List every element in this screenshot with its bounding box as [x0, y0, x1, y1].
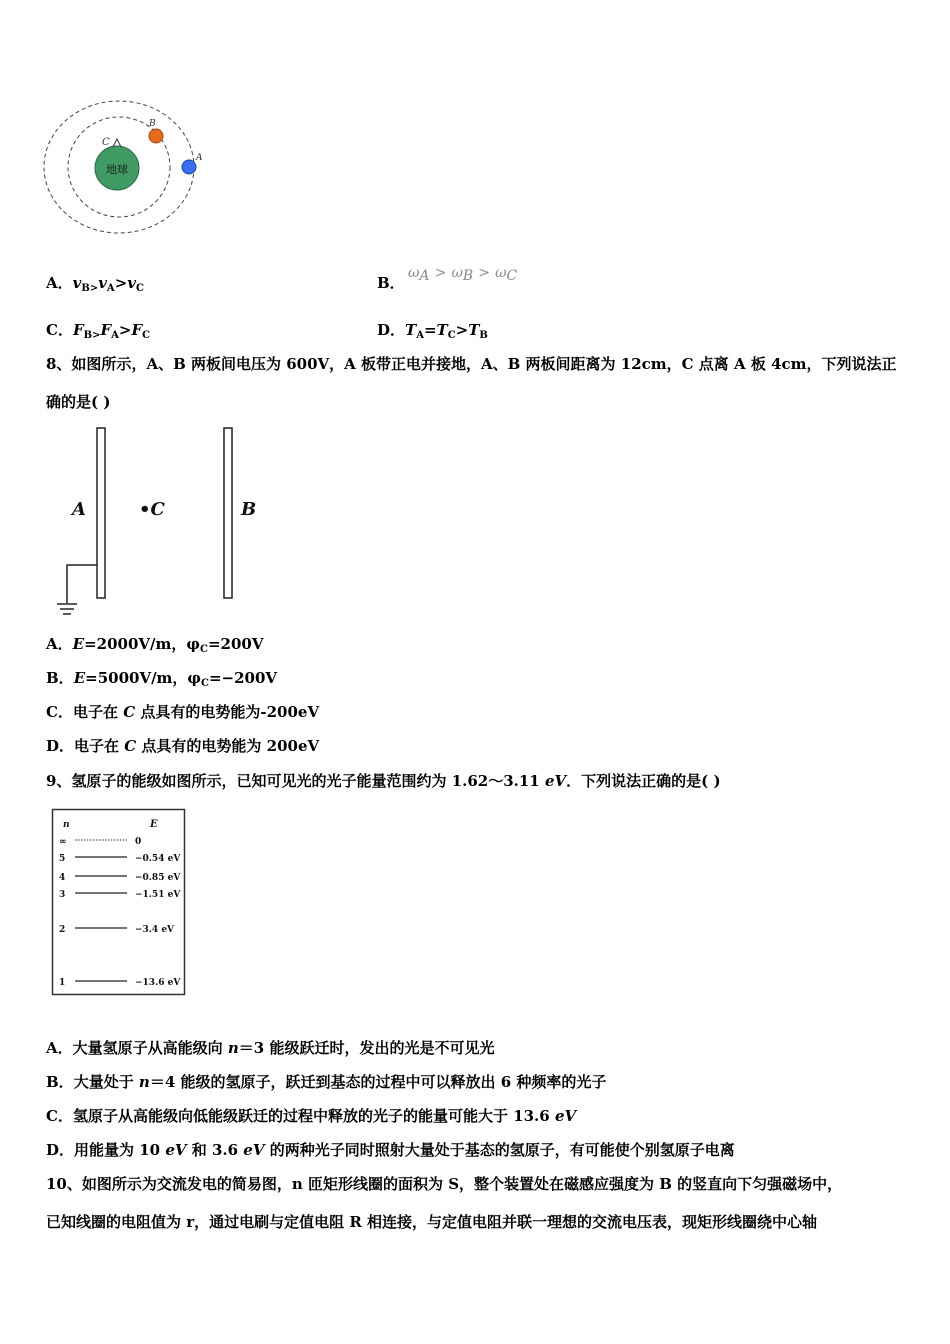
q7-option-c[interactable]: C．$F_{B>}F_A>F_C$ — [46, 321, 151, 341]
level-e: −0.54 eV — [135, 854, 181, 864]
q8-option-c[interactable]: C．电子在 C 点具有的电势能为-200eV — [46, 703, 320, 721]
q9-stem: 9、氢原子的能级如图所示，已知可见光的光子能量范围约为 1.62～3.11 eV．下列说法正确的是( ) — [46, 772, 721, 790]
level-e: −1.51 eV — [135, 890, 181, 900]
label-c: C — [102, 137, 110, 148]
col-e-header: E — [150, 819, 158, 830]
q7-option-a[interactable]: A．$v_{B>}v_A>v_C$ — [46, 274, 144, 294]
q10-stem-line1: 10、如图所示为交流发电的简易图，n 匝矩形线圈的面积为 S，整个装置处在磁感应强度为 B 的竖直向下匀强磁场中， — [46, 1175, 843, 1193]
q7-option-b[interactable]: B． — [377, 274, 405, 292]
orbit-figure — [40, 95, 220, 240]
col-n-header: n — [63, 820, 70, 830]
level-n: 5 — [59, 854, 66, 864]
q10-stem-line2: 已知线圈的电阻值为 r，通过电刷与定值电阻 R 相连接，与定值电阻并联一理想的交流电压表，现矩形线圈绕中心轴 — [46, 1213, 818, 1231]
q8-option-a[interactable]: A．E=2000V/m，$\varphi_C=200V$ — [46, 635, 264, 655]
q7-option-d[interactable]: D．$T_A=T_C>T_B$ — [377, 321, 488, 341]
q9-option-a[interactable]: A．大量氢原子从高能级向 n＝3 能级跃迁时，发出的光是不可见光 — [46, 1039, 495, 1057]
level-e: −0.85 eV — [135, 873, 181, 883]
satellite-b — [149, 129, 163, 143]
level-n: 1 — [59, 978, 66, 988]
label-b: B — [149, 119, 156, 129]
level-n: ∞ — [59, 837, 67, 847]
plate-a-label: A — [72, 499, 86, 520]
point-c-label: •C — [139, 499, 165, 520]
level-e: −13.6 eV — [135, 978, 181, 988]
q9-option-c[interactable]: C．氢原子从高能级向低能级跃迁的过程中释放的光子的能量可能大于 13.6 eV — [46, 1107, 577, 1125]
q7-option-b-formula: ωA > ωB > ωC — [408, 265, 518, 284]
level-n: 4 — [59, 873, 66, 883]
q8-option-d[interactable]: D．电子在 C 点具有的电势能为 200eV — [46, 737, 320, 755]
q8-stem-line1: 8、如图所示，A、B 两板间电压为 600V，A 板带正电并接地，A、B 两板间距离为 12cm，C 点离 A 板 4cm，下列说法正 — [46, 355, 897, 373]
label-a: A — [196, 153, 203, 163]
level-e: −3.4 eV — [135, 925, 175, 935]
level-n: 2 — [59, 925, 66, 935]
earth-label: 地球 — [106, 163, 128, 176]
diagram-frame — [53, 810, 185, 995]
q8-option-b[interactable]: B．E=5000V/m，$\varphi_C=-200V$ — [46, 669, 278, 689]
plate-a — [97, 428, 105, 598]
plate-b — [224, 428, 232, 598]
q9-option-d[interactable]: D．用能量为 10 eV 和 3.6 eV 的两种光子同时照射大量处于基态的氢原子，有可能使个别氢原子电离 — [46, 1141, 735, 1159]
level-n: 3 — [59, 890, 66, 900]
energy-level-diagram — [51, 808, 187, 998]
ground-wire — [67, 565, 97, 603]
level-e: 0 — [135, 837, 142, 847]
satellite-a — [182, 160, 196, 174]
plate-b-label: B — [241, 499, 257, 520]
q9-option-b[interactable]: B．大量处于 n＝4 能级的氢原子，跃迁到基态的过程中可以释放出 6 种频率的光子 — [46, 1073, 607, 1091]
capacitor-figure — [55, 425, 265, 620]
q8-stem-line2: 确的是( ) — [46, 393, 111, 411]
